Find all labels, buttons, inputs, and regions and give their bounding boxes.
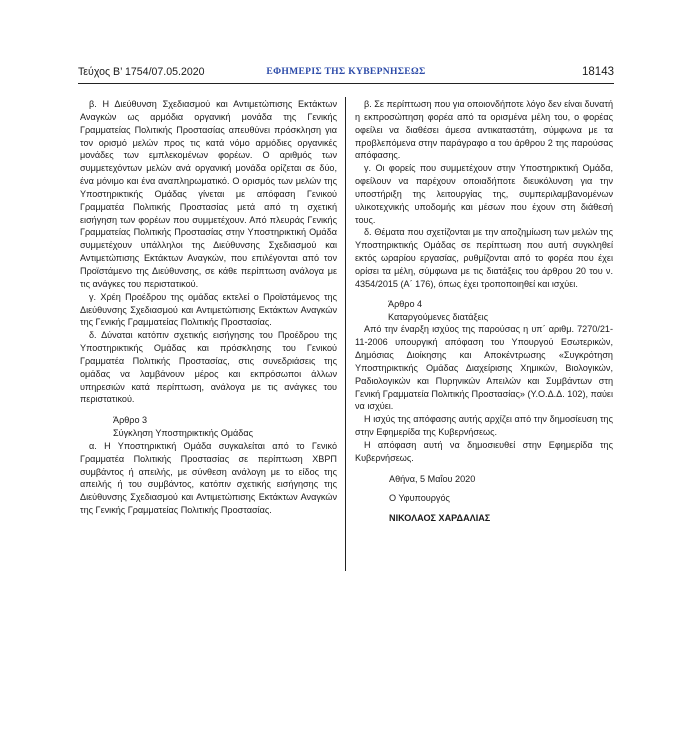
- paragraph-g: γ. Οι φορείς που συμμετέχουν στην Υποστηρικτική Ομάδα, οφείλουν να παρέχουν οποιαδήποτε διευκόλυνση για την υποστήριξη της λειτουργίας της, συμπεριλαμβανομένων υλικοτεχνικής υποδομής και μέσων που έχουν στη διάθεσή τους.: [355, 163, 613, 225]
- page-number: 18143: [582, 66, 614, 78]
- paragraph-b: β. Σε περίπτωση που για οποιονδήποτε λόγο δεν είναι δυνατή η εκπροσώπηση φορέα από τα ορισμένα μέλη του, ο φορέας οφείλει να διαθέσει άμεσα αντικαταστάτη, σύμφωνα με τα προβλεπόμενα στην παράγραφο α του άρθρου 2 της παρούσας απόφασης.: [355, 99, 613, 161]
- validity-paragraph: Η ισχύς της απόφασης αυτής αρχίζει από την δημοσίευση της στην Εφημερίδα της Κυβερνήσεως.: [355, 414, 613, 438]
- paragraph-d: δ. Δύναται κατόπιν σχετικής εισήγησης του Προέδρου της Υποστηρικτικής Ομάδας και πρόσκλησης του Γενικού Γραμματέα Πολιτικής Προστασίας, στις συνεδριάσεις της ομάδας να λαμβάνουν μέρος και εκπρόσωποι άλλων υπηρεσιών κατά περίπτωση, ανάλογα με τις ανάγκες του περιστατικού.: [80, 330, 337, 405]
- right-column: [355, 98, 613, 525]
- column-divider: [345, 97, 346, 571]
- article-3-number: Άρθρο 3: [113, 415, 148, 426]
- place-date: Αθήνα, 5 Μαΐου 2020: [389, 473, 476, 484]
- article-3-title: Σύγκληση Υποστηρικτικής Ομάδας: [113, 428, 253, 439]
- paragraph-d: δ. Θέματα που σχετίζονται με την αποζημίωση των μελών της Υποστηρικτικής Ομάδας σε περίπτωση που αυτή συγκληθεί εκτός ωραρίου εργασίας, ρυθμίζονται από το φορέα που έχει ορίσει τα μέλη, σύμφωνα με τις διατάξεις του άρθρου 20 του ν. 4354/2015 (Α΄ 176), όπως έχει τροποποιηθεί και ισχύει.: [355, 227, 613, 289]
- article-4-title: Καταργούμενες διατάξεις: [388, 311, 489, 322]
- left-column: [80, 98, 337, 517]
- signatory-title: Ο Υφυπουργός: [389, 493, 450, 504]
- issue-number: Τεύχος B’ 1754/07.05.2020: [78, 66, 205, 78]
- gazette-title: ΕΦΗΜΕΡΙΣ ΤΗΣ ΚΥΒΕΡΝΗΣΕΩΣ: [266, 66, 426, 77]
- header-rule: [78, 83, 614, 84]
- paragraph-b: β. Η Διεύθυνση Σχεδιασμού και Αντιμετώπισης Εκτάκτων Αναγκών ως αρμόδια οργανική μονάδα της Γενικής Γραμματείας Πολιτικής Προστασίας απευθύνει πρόσκληση για τον ορισμό μελών προς τις κατά νόμο αρμόδιες οργανικές μονάδες των εμπλεκομένων φορέων. Ο αριθμός των συμμετεχόντων μελών ανά οργανική μονάδα ορίζεται σε δύο, ένα μόνιμο και ένα αναπληρωματικό. Ο ορισμός των μελών της Υποστηρικτικής Ομάδας γίνεται με απόφαση Γενικού Γραμματέα Πολιτικής Προστασίας μετά από τη σχετική εισήγηση των φορέων που συμμετέχουν. Από πλευράς Γενικής Γραμματείας Πολιτικής Προστασίας στην Υποστηρικτική Ομάδα συμμετέχουν υπάλληλοι της Διεύθυνσης Σχεδιασμού και Αντιμετώπισης Εκτάκτων Αναγκών, που επιλέγονται από τον Προϊστάμενο της Διεύθυνσης, σε κάθε περίπτωση ανάλογα με τις ανάγκες του περιστατικού.: [80, 99, 337, 289]
- paragraph-g: γ. Χρέη Προέδρου της ομάδας εκτελεί ο Προϊστάμενος της Διεύθυνσης Σχεδιασμού και Αντιμετώπισης Εκτάκτων Αναγκών της Γενικής Γραμματείας Πολιτικής Προστασίας.: [80, 291, 337, 328]
- repeal-paragraph: Από την έναρξη ισχύος της παρούσας η υπ΄ αριθμ. 7270/21-11-2006 υπουργική απόφαση του Υπουργού Εσωτερικών, Δημόσιας Διοίκησης και Αποκέντρωσης «Συγκρότηση Υποστηρικτικής Ομάδας Διαχείρισης Χημικών, Βιολογικών, Ραδιολογικών και Πυρηνικών Απειλών και Συμβάντων στη Γενική Γραμματεία Πολιτικής Προστασίας» (Υ.Ο.Δ.Δ. 102), παύει να ισχύει.: [355, 324, 614, 412]
- publication-paragraph: Η απόφαση αυτή να δημοσιευθεί στην Εφημερίδα της Κυβερνήσεως.: [355, 439, 613, 463]
- page-header: [78, 64, 614, 80]
- paragraph-a: α. Η Υποστηρικτική Ομάδα συγκαλείται από το Γενικό Γραμματέα Πολιτικής Προστασίας σε περίπτωση ΧΒΡΠ συμβάντος ή απειλής, με σύνθεση ανάλογη με το είδος της απειλής ή του συμβάντος, κατόπιν σχετικής εισήγησης της Διεύθυνσης Σχεδιασμού και Αντιμετώπισης Εκτάκτων Αναγκών της Γενικής Γραμματείας Πολιτικής Προστασίας.: [80, 440, 337, 516]
- signatory-name: ΝΙΚΟΛΑΟΣ ΧΑΡΔΑΛΙΑΣ: [389, 513, 491, 524]
- article-4-number: Άρθρο 4: [388, 298, 423, 309]
